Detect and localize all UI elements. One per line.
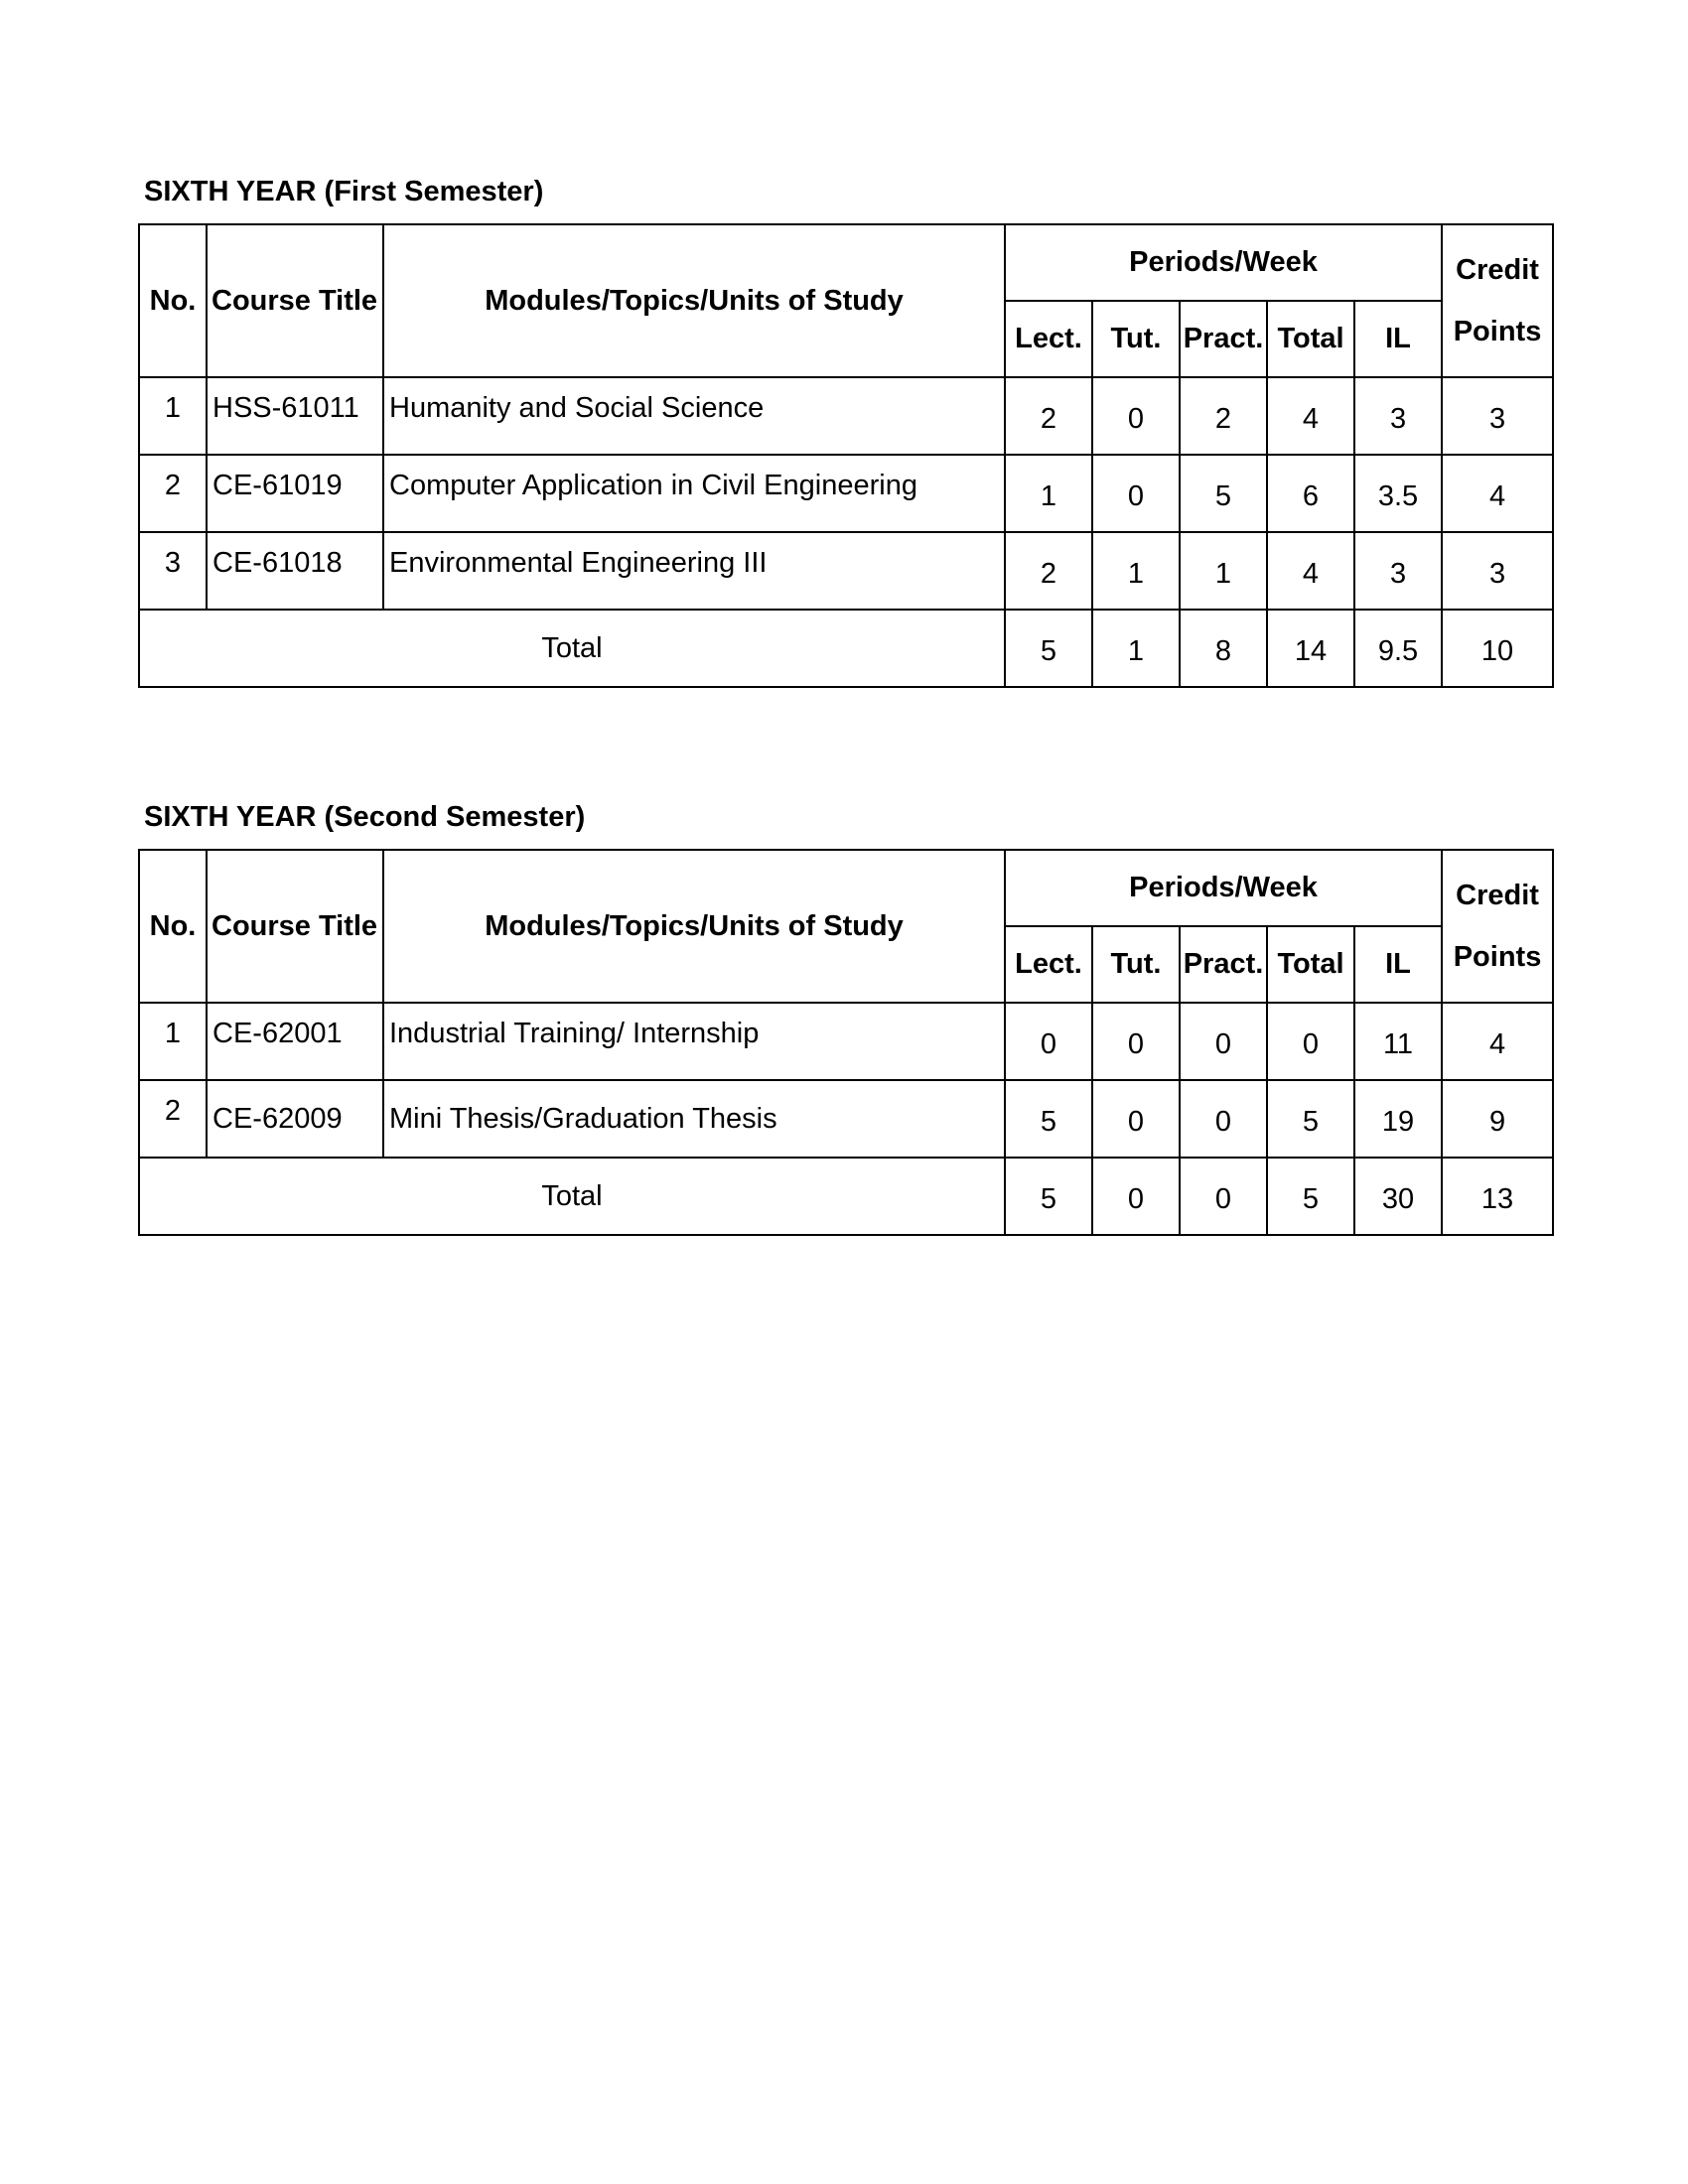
cell-tut: 0 [1092, 455, 1180, 532]
cell-course-code: HSS-61011 [207, 377, 383, 455]
header-credit-line2: Points [1453, 316, 1542, 347]
semester-1-title: SIXTH YEAR (First Semester) [144, 176, 544, 207]
cell-lect: 1 [1005, 455, 1092, 532]
cell-total: 5 [1267, 1080, 1354, 1158]
total-lect: 5 [1005, 1158, 1092, 1235]
semester-1-table [138, 223, 1554, 688]
cell-module-title: Mini Thesis/Graduation Thesis [383, 1080, 1005, 1158]
cell-pract: 0 [1180, 1080, 1267, 1158]
table-header-row [139, 850, 1553, 926]
header-lect: Lect. [1005, 926, 1092, 1003]
total-row [139, 610, 1553, 687]
total-label: Total [139, 610, 1005, 687]
semester-2-table [138, 849, 1554, 1236]
cell-no: 3 [139, 532, 207, 610]
total-il: 9.5 [1354, 610, 1442, 687]
header-tut: Tut. [1092, 301, 1180, 377]
total-pract: 8 [1180, 610, 1267, 687]
header-modules: Modules/Topics/Units of Study [383, 850, 1005, 1003]
table-row [139, 532, 1553, 610]
cell-course-code: CE-62009 [207, 1080, 383, 1158]
cell-pract: 2 [1180, 377, 1267, 455]
table-row [139, 1080, 1553, 1158]
total-tut: 1 [1092, 610, 1180, 687]
cell-module-title: Industrial Training/ Internship [383, 1003, 1005, 1080]
cell-credit: 9 [1442, 1080, 1553, 1158]
header-lect: Lect. [1005, 301, 1092, 377]
header-credit-line1: Credit [1456, 254, 1539, 286]
total-total: 5 [1267, 1158, 1354, 1235]
cell-course-code: CE-61019 [207, 455, 383, 532]
header-credit-line2: Points [1453, 941, 1542, 973]
table-header-row [139, 224, 1553, 301]
cell-il: 3.5 [1354, 455, 1442, 532]
cell-il: 11 [1354, 1003, 1442, 1080]
header-periods-week: Periods/Week [1005, 850, 1442, 926]
total-credit: 10 [1442, 610, 1553, 687]
header-credit-line1: Credit [1456, 880, 1539, 911]
header-pract: Pract. [1180, 301, 1267, 377]
semester-2-title: SIXTH YEAR (Second Semester) [144, 801, 586, 833]
table-row [139, 377, 1553, 455]
total-il: 30 [1354, 1158, 1442, 1235]
cell-no: 2 [139, 455, 207, 532]
header-il: IL [1354, 301, 1442, 377]
cell-total: 4 [1267, 532, 1354, 610]
header-tut: Tut. [1092, 926, 1180, 1003]
cell-total: 0 [1267, 1003, 1354, 1080]
cell-lect: 0 [1005, 1003, 1092, 1080]
total-lect: 5 [1005, 610, 1092, 687]
cell-tut: 0 [1092, 1080, 1180, 1158]
header-pract: Pract. [1180, 926, 1267, 1003]
cell-no: 1 [139, 1003, 207, 1080]
cell-il: 3 [1354, 377, 1442, 455]
header-periods-week: Periods/Week [1005, 224, 1442, 301]
header-il: IL [1354, 926, 1442, 1003]
cell-total: 6 [1267, 455, 1354, 532]
total-row [139, 1158, 1553, 1235]
cell-module-title: Humanity and Social Science [383, 377, 1005, 455]
header-credit-points [1442, 224, 1553, 377]
cell-pract: 0 [1180, 1003, 1267, 1080]
cell-tut: 1 [1092, 532, 1180, 610]
header-no: No. [139, 224, 207, 377]
cell-module-title: Environmental Engineering III [383, 532, 1005, 610]
cell-pract: 5 [1180, 455, 1267, 532]
cell-total: 4 [1267, 377, 1354, 455]
total-pract: 0 [1180, 1158, 1267, 1235]
header-total: Total [1267, 301, 1354, 377]
cell-credit: 3 [1442, 377, 1553, 455]
cell-credit: 4 [1442, 455, 1553, 532]
semester-2-section [138, 797, 1554, 1236]
cell-lect: 2 [1005, 532, 1092, 610]
cell-tut: 0 [1092, 1003, 1180, 1080]
table-row [139, 1003, 1553, 1080]
cell-lect: 5 [1005, 1080, 1092, 1158]
header-no: No. [139, 850, 207, 1003]
header-total: Total [1267, 926, 1354, 1003]
total-label: Total [139, 1158, 1005, 1235]
header-modules: Modules/Topics/Units of Study [383, 224, 1005, 377]
cell-il: 3 [1354, 532, 1442, 610]
total-credit: 13 [1442, 1158, 1553, 1235]
cell-credit: 3 [1442, 532, 1553, 610]
cell-tut: 0 [1092, 377, 1180, 455]
cell-course-code: CE-62001 [207, 1003, 383, 1080]
header-course-title: Course Title [207, 224, 383, 377]
header-credit-points [1442, 850, 1553, 1003]
cell-module-title: Computer Application in Civil Engineering [383, 455, 1005, 532]
cell-lect: 2 [1005, 377, 1092, 455]
cell-il: 19 [1354, 1080, 1442, 1158]
cell-no: 2 [139, 1080, 207, 1158]
total-tut: 0 [1092, 1158, 1180, 1235]
cell-no: 1 [139, 377, 207, 455]
header-course-title: Course Title [207, 850, 383, 1003]
cell-course-code: CE-61018 [207, 532, 383, 610]
total-total: 14 [1267, 610, 1354, 687]
cell-credit: 4 [1442, 1003, 1553, 1080]
cell-pract: 1 [1180, 532, 1267, 610]
table-row [139, 455, 1553, 532]
semester-1-section [138, 172, 1554, 688]
